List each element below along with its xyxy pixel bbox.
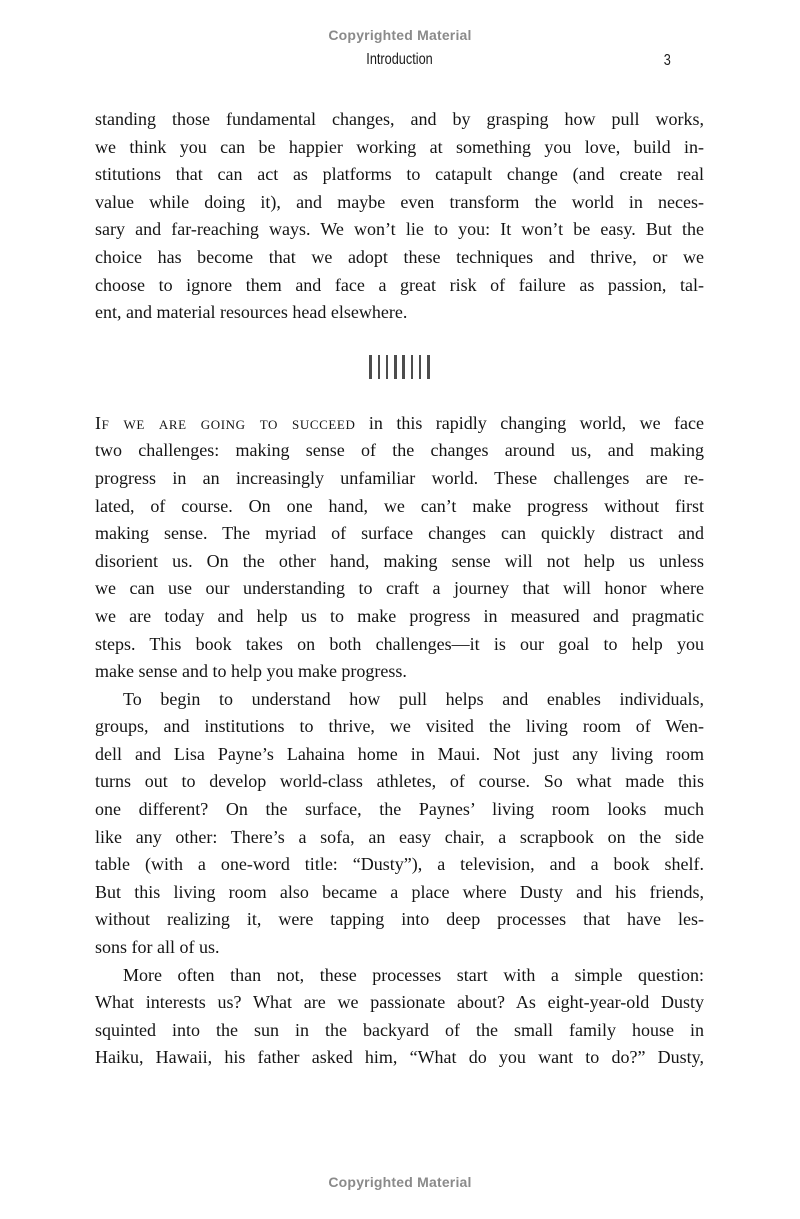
chapter-title-text: Introduction — [366, 51, 433, 68]
text-line: ent, and material resources head elsewhere. — [95, 302, 408, 323]
paragraph-continued-from-previous-page — [95, 106, 704, 327]
text-line: sons for all of us. — [95, 937, 220, 958]
section-divider — [95, 355, 704, 379]
divider-bar — [378, 355, 381, 379]
text-line: Haiku, Hawaii, his father asked him, “What do you want to do?” Dusty, — [95, 1047, 704, 1068]
text-line: turns out to develop world-class athletes, of course. So what made this — [95, 771, 704, 792]
text-line: But this living room also became a place where Dusty and his friends, — [95, 881, 704, 902]
text-line: choose to ignore them and face a great risk of failure as passion, tal- — [95, 274, 704, 295]
text-line — [95, 410, 704, 438]
text-line: What interests us? What are we passionate about? As eight-year-old Dusty — [95, 992, 704, 1013]
text-line: we are today and help us to make progress in measured and pragmatic — [95, 605, 704, 626]
divider-bar — [411, 355, 414, 379]
paragraph-simple-question — [95, 962, 704, 1072]
divider-bar — [369, 355, 372, 379]
page-body — [95, 106, 704, 1072]
text-line: we can use our understanding to craft a journey that will honor where — [95, 578, 704, 599]
lead-line-rest: in this rapidly changing world, we face — [355, 412, 704, 433]
chapter-title — [95, 51, 704, 69]
page-number — [663, 52, 672, 70]
divider-bar — [427, 355, 430, 379]
text-line: To begin to understand how pull helps and enables individuals, — [123, 688, 704, 709]
text-line: sary and far-reaching ways. We won’t lie to you: It won’t be easy. But the — [95, 219, 704, 240]
text-line: standing those fundamental changes, and by grasping how pull works, — [95, 109, 704, 129]
text-line: make sense and to help you make progress. — [95, 661, 407, 682]
text-line: dell and Lisa Payne’s Lahaina home in Maui. Not just any living room — [95, 743, 704, 764]
text-line: value while doing it), and maybe even transform the world in neces- — [95, 191, 704, 212]
text-line: squinted into the sun in the backyard of the small family house in — [95, 1019, 704, 1040]
text-line: steps. This book takes on both challenges—it is our goal to help you — [95, 633, 704, 654]
text-line: lated, of course. On one hand, we can’t make progress without first — [95, 495, 704, 516]
text-line: like any other: There’s a sofa, an easy chair, a scrapbook on the side — [95, 826, 704, 847]
text-line: without realizing it, were tapping into deep processes that have les- — [95, 909, 704, 930]
text-line: two challenges: making sense of the changes around us, and making — [95, 440, 704, 461]
page-number-text: 3 — [664, 52, 672, 69]
text-line: stitutions that can act as platforms to catapult change (and create real — [95, 164, 704, 185]
paragraph-smallcaps-opening — [95, 410, 704, 686]
divider-bar — [419, 355, 422, 379]
text-line: More often than not, these processes start with a simple question: — [123, 964, 704, 985]
text-line: making sense. The myriad of surface changes can quickly distract and — [95, 523, 704, 544]
divider-bar — [394, 355, 397, 379]
copyright-notice-top: Copyrighted Material — [328, 27, 472, 43]
paragraph-living-room — [95, 686, 704, 962]
text-line: progress in an increasingly unfamiliar world. These challenges are re- — [95, 467, 704, 488]
copyright-notice-bottom: Copyrighted Material — [328, 1174, 472, 1190]
divider-bar — [402, 355, 405, 379]
smallcaps-lead-in: If we are going to succeed — [95, 412, 356, 433]
text-line: choice has become that we adopt these techniques and thrive, or we — [95, 246, 704, 267]
text-line: disorient us. On the other hand, making sense will not help us unless — [95, 550, 704, 571]
text-line: we think you can be happier working at something you love, build in- — [95, 136, 704, 157]
divider-bar — [386, 355, 389, 379]
text-line: table (with a one-word title: “Dusty”), a television, and a book shelf. — [95, 854, 704, 875]
text-line: one different? On the surface, the Paynes’ living room looks much — [95, 799, 704, 820]
text-line: groups, and institutions to thrive, we visited the living room of Wen- — [95, 716, 704, 737]
running-header — [95, 51, 704, 73]
